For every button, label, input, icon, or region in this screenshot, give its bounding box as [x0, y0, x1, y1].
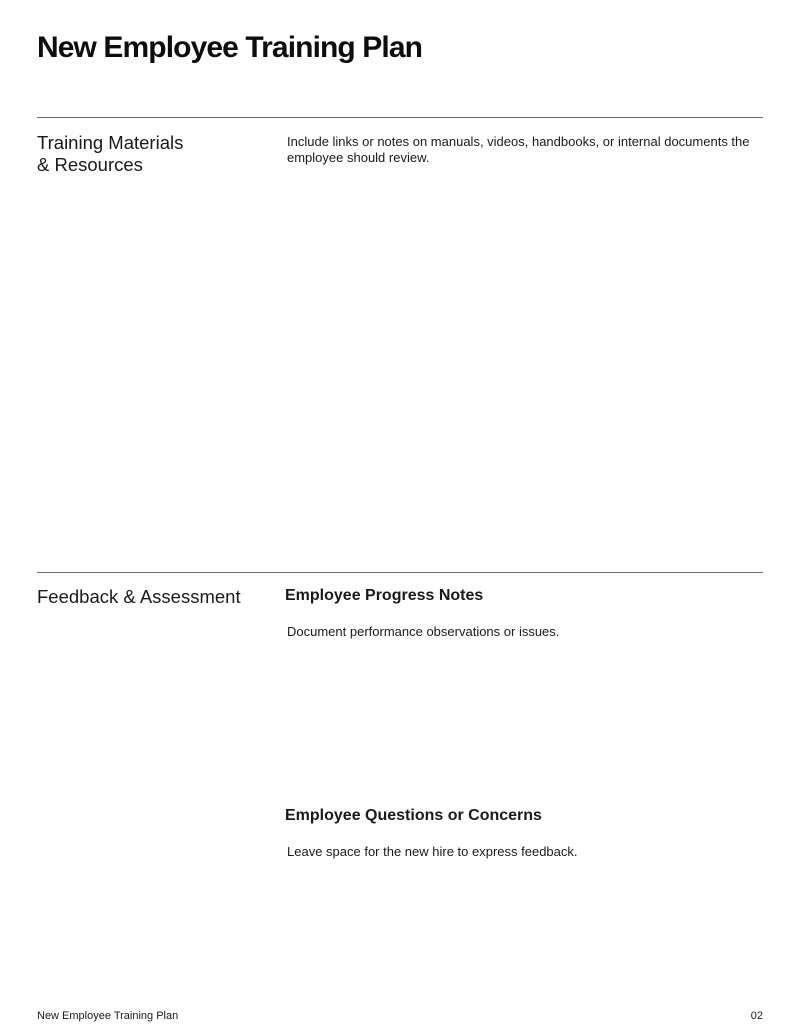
section-label-line-1: Training Materials	[37, 132, 184, 153]
subsection-description-questions-concerns: Leave space for the new hire to express feedback.	[287, 844, 578, 859]
section-divider	[37, 117, 763, 118]
section-label-line-2: & Resources	[37, 154, 143, 175]
footer-title: New Employee Training Plan	[37, 1010, 179, 1022]
section-label: Feedback & Assessment	[37, 586, 241, 607]
page-number: 02	[750, 1010, 763, 1022]
page-title: New Employee Training Plan	[37, 31, 423, 64]
section-description: Include links or notes on manuals, videos, handbooks, or internal documents the employee should review.	[287, 134, 750, 165]
subsection-heading-questions-concerns: Employee Questions or Concerns	[285, 807, 542, 824]
subsection-heading-progress-notes: Employee Progress Notes	[285, 587, 484, 604]
section-divider	[37, 572, 763, 573]
section-label	[37, 132, 267, 176]
subsection-description-progress-notes: Document performance observations or issues.	[287, 624, 560, 639]
